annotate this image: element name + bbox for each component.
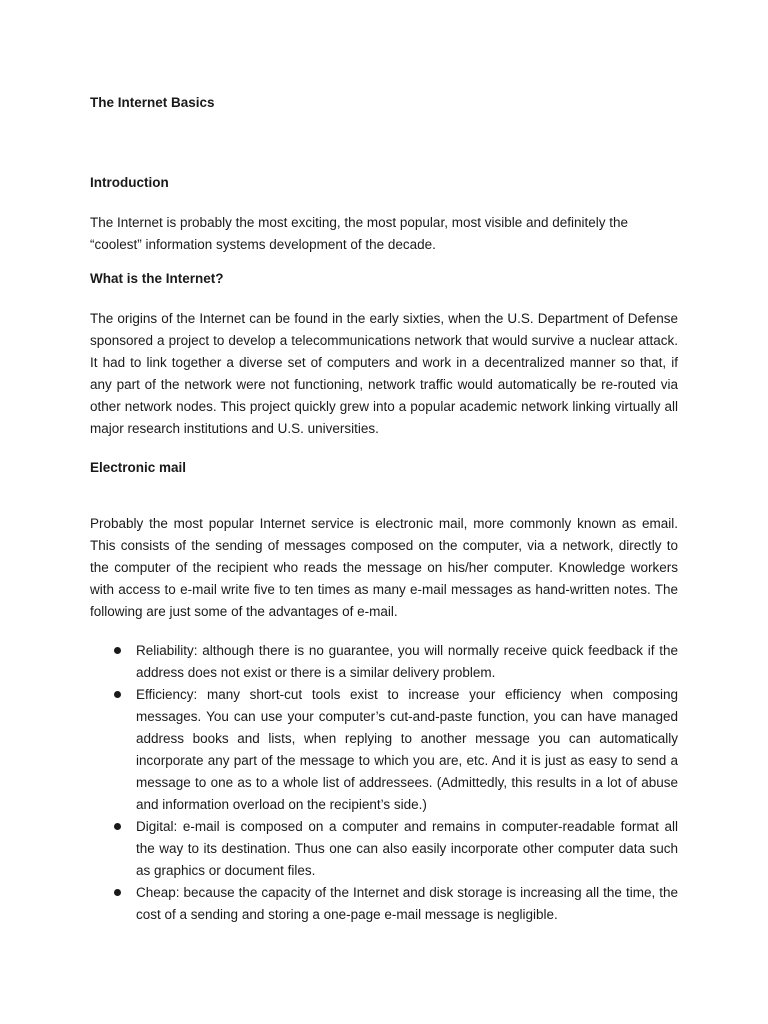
email-paragraph: Probably the most popular Internet service is electronic mail, more commonly known as email. This consists of the sending of messages composed on the computer, via a network, directly to the computer of the recipient who reads the message on his/her computer. Knowledge workers with access to e-mail write five to ten times as many e-mail messages as hand-written notes. The following are just some of the advantages of e-mail. bbox=[90, 516, 678, 619]
origins-paragraph: The origins of the Internet can be found in the early sixties, when the U.S. Department of Defense sponsored a project to develop a telecommunications network that would survive a nuclear attack. It had to link together a diverse set of computers and work in a decentralized manner so that, if any part of the network were not functioning, network traffic would automatically be re-routed via other network nodes. This project quickly grew into a popular academic network linking virtually all major research institutions and U.S. universities. bbox=[90, 311, 678, 436]
email-advantages-list bbox=[90, 640, 678, 926]
introduction-heading: Introduction bbox=[90, 175, 169, 190]
advantage-efficiency: Efficiency: many short-cut tools exist to increase your efficiency when composing messages. You can use your computer’s cut-and-paste function, you can have managed address books and lists, when replying to another message you can automatically incorporate any part of the message to which you are, etc. And it is just as easy to send a message to one as to a whole list of addressees. (Admittedly, this results in a lot of abuse and information overload on the recipient’s side.) bbox=[136, 687, 678, 812]
list-item bbox=[90, 684, 678, 816]
document-page bbox=[90, 0, 678, 1024]
advantage-reliability: Reliability: although there is no guarantee, you will normally receive quick feedback if the address does not exist or there is a similar delivery problem. bbox=[136, 643, 678, 680]
bullet-icon bbox=[114, 823, 121, 830]
what-is-internet-heading: What is the Internet? bbox=[90, 271, 224, 286]
electronic-mail-heading: Electronic mail bbox=[90, 460, 187, 475]
introduction-paragraph: The Internet is probably the most exciting, the most popular, most visible and definitely the “coolest” information systems development of the decade. bbox=[90, 215, 629, 252]
bullet-icon bbox=[114, 691, 121, 698]
advantage-digital: Digital: e-mail is composed on a computer and remains in computer-readable format all the way to its destination. Thus one can also easily incorporate other computer data such as graphics or document files. bbox=[136, 819, 678, 878]
list-item bbox=[90, 816, 678, 882]
list-item bbox=[90, 882, 678, 926]
list-item bbox=[90, 640, 678, 684]
document-title: The Internet Basics bbox=[90, 95, 215, 110]
bullet-icon bbox=[114, 889, 121, 896]
advantage-cheap: Cheap: because the capacity of the Internet and disk storage is increasing all the time, the cost of a sending and storing a one-page e-mail message is negligible. bbox=[136, 885, 678, 922]
bullet-icon bbox=[114, 647, 121, 654]
